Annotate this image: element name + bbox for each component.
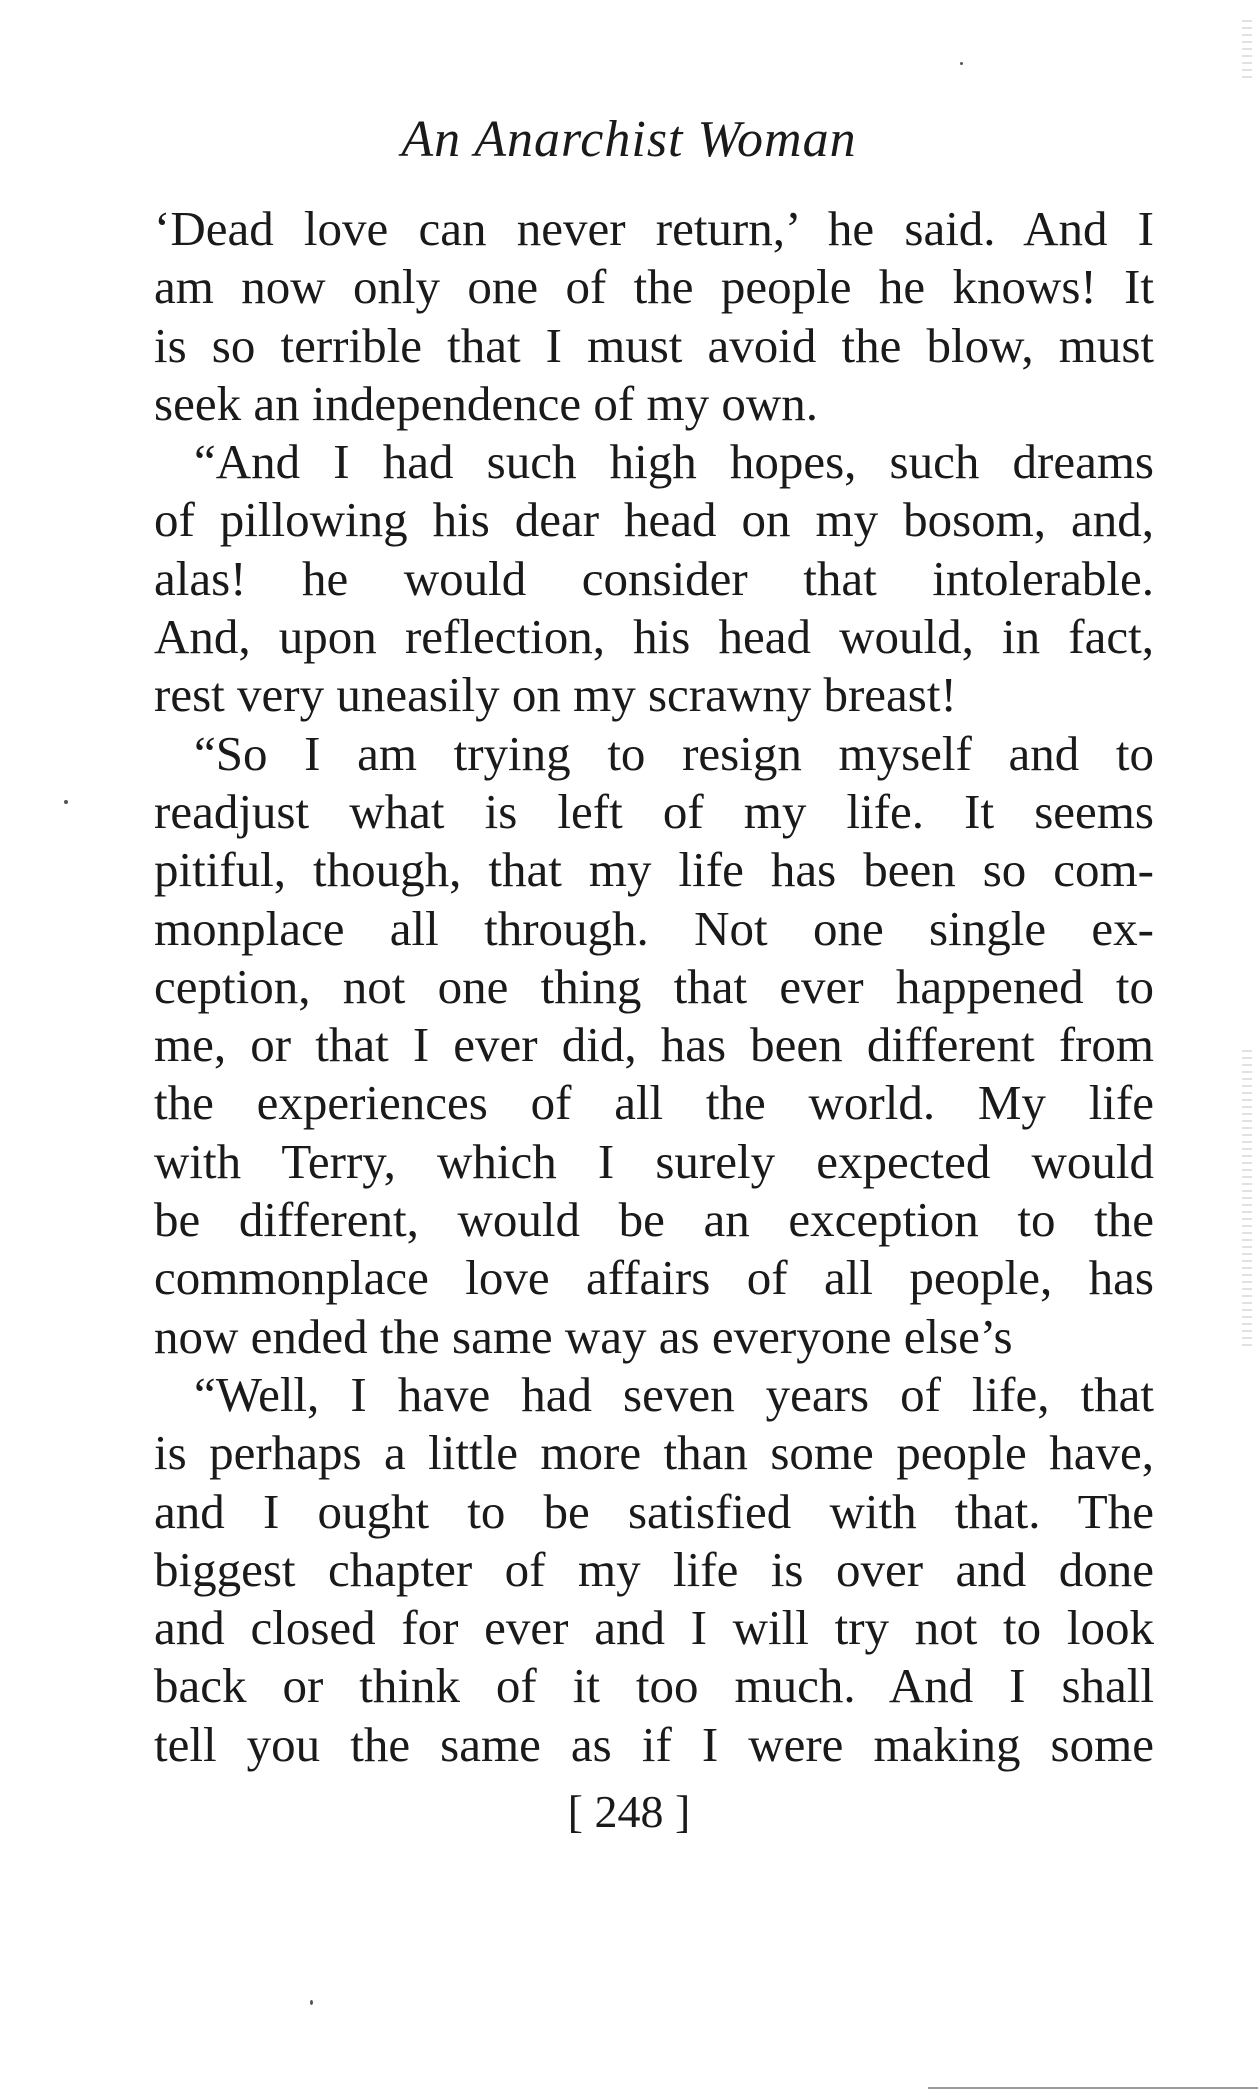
- text-line: am now only one of the people he knows! It: [154, 259, 1154, 315]
- text-line: is so terrible that I must avoid the blow, must: [154, 317, 1154, 373]
- text-line: biggest chapter of my life is over and done: [154, 1541, 1154, 1597]
- text-line: tell you the same as if I were making some: [154, 1716, 1154, 1772]
- text-line: monplace all through. Not one single ex-: [154, 900, 1154, 956]
- text-line: of pillowing his dear head on my bosom, and,: [154, 492, 1154, 548]
- text-line: be different, would be an exception to the: [154, 1192, 1154, 1248]
- text-line: ‘Dead love can never return,’ he said. And I: [154, 201, 1154, 256]
- text-line: back or think of it too much. And I shall: [154, 1658, 1154, 1714]
- body-text: [154, 200, 1154, 1774]
- text-line: pitiful, though, that my life has been so com-: [154, 842, 1154, 898]
- text-line: the experiences of all the world. My life: [154, 1075, 1154, 1131]
- text-line: “So I am trying to resign myself and to: [194, 725, 1154, 781]
- page-number: [ 248 ]: [567, 1786, 691, 1837]
- text-line: rest very uneasily on my scrawny breast!: [154, 667, 957, 723]
- text-line: is perhaps a little more than some people have,: [154, 1425, 1154, 1481]
- running-head: An Anarchist Woman: [401, 111, 857, 168]
- text-line: And, upon reflection, his head would, in fact,: [154, 609, 1154, 665]
- text-line: commonplace love affairs of all people, has: [154, 1250, 1154, 1306]
- scan-speck: [310, 2000, 313, 2005]
- text-line: seek an independence of my own.: [154, 375, 818, 431]
- text-line: with Terry, which I surely expected would: [154, 1133, 1154, 1189]
- text-line: ception, not one thing that ever happened to: [154, 958, 1154, 1014]
- text-line: readjust what is left of my life. It seems: [154, 783, 1154, 839]
- scan-edge-noise: [1242, 20, 1252, 80]
- scan-bottom-rule: [928, 2087, 1258, 2089]
- scan-edge-noise: [1242, 1050, 1252, 1350]
- text-line: “Well, I have had seven years of life, that: [194, 1366, 1154, 1422]
- scan-speck: [64, 800, 68, 804]
- text-line: alas! he would consider that intolerable.: [154, 550, 1154, 606]
- text-line: now ended the same way as everyone else’s: [154, 1308, 1013, 1364]
- text-line: and I ought to be satisfied with that. The: [154, 1483, 1154, 1539]
- text-line: “And I had such high hopes, such dreams: [194, 434, 1154, 490]
- scan-speck: [960, 62, 963, 65]
- text-line: and closed for ever and I will try not to look: [154, 1600, 1154, 1656]
- text-line: me, or that I ever did, has been different from: [154, 1017, 1154, 1073]
